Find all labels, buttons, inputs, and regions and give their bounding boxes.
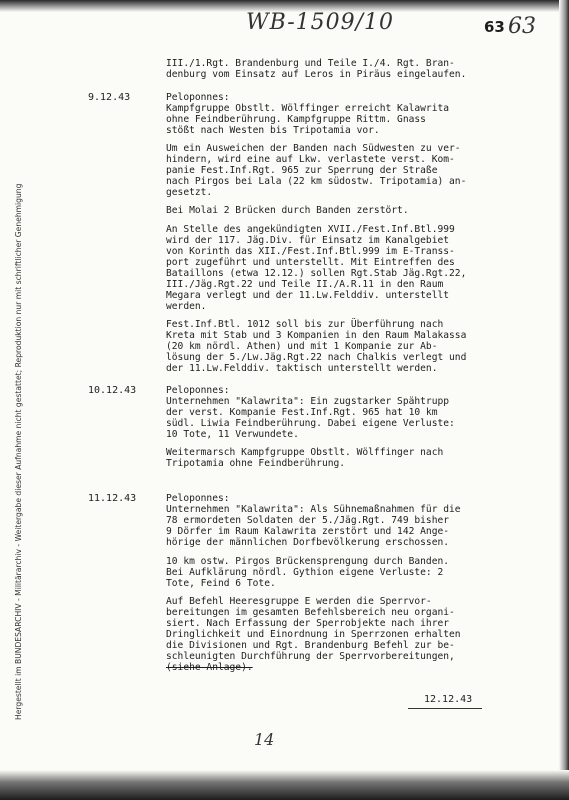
entry-line: südl. Liwia Feindberührung. Dabei eigene Verluste: (166, 418, 455, 429)
entry-line: Peloponnes: (166, 92, 230, 103)
entry-line: Um ein Ausweichen der Banden nach Südwesten zu ver- (166, 143, 461, 154)
entry-date: 11.12.43 (88, 493, 137, 504)
entry-line: 10 km ostw. Pirgos Brückensprengung durch Banden. (166, 556, 450, 567)
entry-line: die Divisionen und Rgt. Brandenburg Befehl zur be- (166, 640, 455, 651)
entry-line: lösung der 5./Lw.Jäg.Rgt.22 nach Chalkis verlegt und (166, 352, 467, 363)
entry-line: von Korinth das XII./Fest.Inf.Btl.999 im E-Transs- (166, 246, 455, 257)
scan-edge-bottom (0, 770, 569, 800)
handwritten-footer-number: 14 (254, 730, 275, 749)
entry-line: Unternehmen "Kalawrita": Als Sühnemaßnahmen für die (166, 504, 461, 515)
entry-line: Kreta mit Stab und 3 Kompanien in den Raum Malakassa (166, 330, 467, 341)
entry-line: (20 km nördl. Athen) und mit 1 Kompanie zur Ab- (166, 341, 438, 352)
archive-margin-note: Hergestellt im BUNDESARCHIV - Militärarchiv - Weitergabe dieser Aufnahme nicht gestattet; Reproduktion nur mit schriftlicher Genehmigung (14, 183, 23, 720)
entry-date: 10.12.43 (88, 385, 137, 396)
entry-line: der verst. Kompanie Fest.Inf.Rgt. 965 hat 10 km (166, 407, 438, 418)
handwritten-archive-code: WB-1509/10 (246, 10, 395, 35)
entry-line: Bei Molai 2 Brücken durch Banden zerstört. (166, 205, 409, 216)
entry-line: Kampfgruppe Obstlt. Wölffinger erreicht Kalawrita (166, 103, 450, 114)
scan-edge-right (559, 0, 569, 800)
entry-line: Bataillons (etwa 12.12.) sollen Rgt.Stab Jäg.Rgt.22, (166, 268, 467, 279)
entry-line: Weitermarsch Kampfgruppe Obstlt. Wölffinger nach (166, 447, 444, 458)
page-number: 63 (484, 18, 505, 36)
intro-line: denburg vom Einsatz auf Leros in Piräus eingelaufen. (166, 69, 467, 80)
entry-line: An Stelle des angekündigten XVII./Fest.Inf.Btl.999 (166, 224, 455, 235)
entry-line: gesetzt. (166, 187, 213, 198)
entry-line: bereitungen im gesamten Befehlsbereich neu organi- (166, 607, 455, 618)
entry-line: port zugeführt und unterstellt. Mit Eintreffen des (166, 257, 455, 268)
struck-through-line: (siehe Anlage). (166, 662, 253, 673)
entry-line: stößt nach Westen bis Tripotamia vor. (166, 125, 380, 136)
entry-line: Unternehmen "Kalawrita": Ein zugstarker Spähtrupp (166, 396, 450, 407)
intro-line: III./1.Rgt. Brandenburg und Teile I./4. Rgt. Bran- (166, 58, 455, 69)
entry-line: wird der 117. Jäg.Div. für Einsatz im Kanalgebiet (166, 235, 450, 246)
entry-line: nach Pirgos bei Lala (22 km südostw. Tripotamia) an- (166, 176, 467, 187)
entry-line: Peloponnes: (166, 493, 230, 504)
entry-date: 9.12.43 (88, 92, 131, 103)
entry-line: werden. (166, 301, 207, 312)
entry-line: schleunigten Durchführung der Sperrvorbereitungen, (166, 651, 455, 662)
entry-line: Tripotamia ohne Feindberührung. (166, 458, 346, 469)
entry-line: Bei Aufklärung nördl. Gythion eigene Verluste: 2 (166, 567, 444, 578)
entry-line: 78 ermordeten Soldaten der 5./Jäg.Rgt. 749 bisher (166, 515, 450, 526)
entry-line: Fest.Inf.Btl. 1012 soll bis zur Überführung nach (166, 319, 444, 330)
next-entry-date: 12.12.43 (424, 694, 473, 705)
handwritten-page-number: 63 (508, 14, 536, 39)
entry-line: der 11.Lw.Felddiv. taktisch unterstellt werden. (166, 363, 438, 374)
entry-line: Megara verlegt und der 11.Lw.Felddiv. unterstellt (166, 290, 450, 301)
entry-line: 9 Dörfer im Raum Kalawrita zerstört und 142 Ange- (166, 526, 450, 537)
entry-line: 10 Tote, 11 Verwundete. (166, 429, 299, 440)
entry-line: ohne Feindberührung. Kampfgruppe Rittm. Gnass (166, 114, 426, 125)
entry-line: hörige der männlichen Dorfbevölkerung erschossen. (166, 537, 450, 548)
entry-line: Auf Befehl Heeresgruppe E werden die Sperrvor- (166, 596, 432, 607)
entry-line: Dringlichkeit und Einordnung in Sperrzonen erhalten (166, 629, 461, 640)
entry-line: Tote, Feind 6 Tote. (166, 578, 276, 589)
entry-line: panie Fest.Inf.Rgt. 965 zur Sperrung der Straße (166, 165, 438, 176)
entry-line: III./Jäg.Rgt.22 und Teile II./A.R.11 in den Raum (166, 279, 444, 290)
entry-line: Peloponnes: (166, 385, 230, 396)
date-underline (408, 708, 482, 709)
entry-line: siert. Nach Erfassung der Sperrobjekte nach ihrer (166, 618, 450, 629)
entry-line: hindern, wird eine auf Lkw. verlastete verst. Kom- (166, 154, 455, 165)
